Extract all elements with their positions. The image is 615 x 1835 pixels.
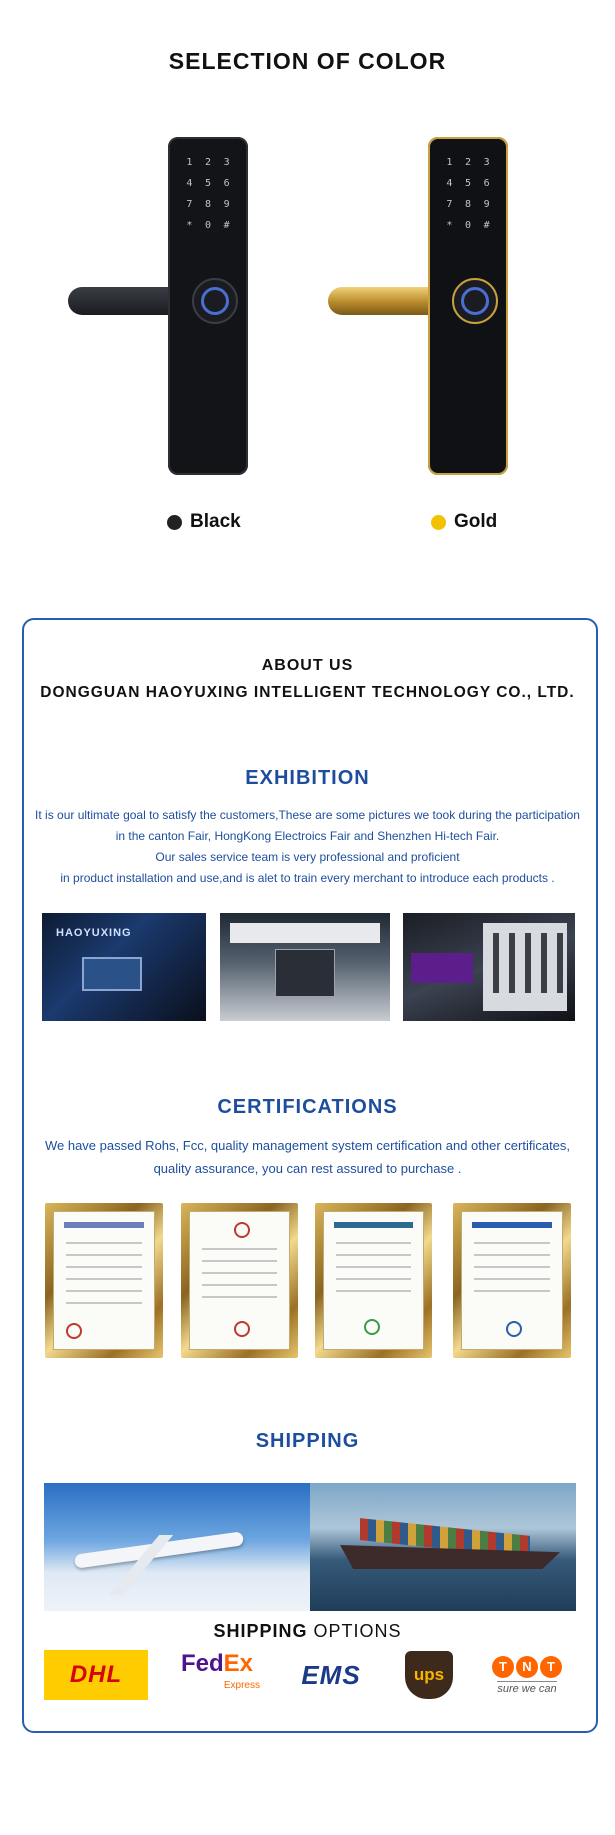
key-0: 0 [464,220,471,231]
seal-icon [66,1323,82,1339]
key-0: 0 [204,220,211,231]
key-hash: # [223,220,230,231]
fedex-logo [166,1650,268,1700]
tnt-letter: T [540,1656,562,1678]
certifications-line: quality assurance, you can rest assured to purchase . [153,1161,462,1176]
key-9: 9 [223,199,230,210]
tnt-logo [478,1650,576,1700]
certificate-frame-4 [453,1203,571,1358]
exhibition-photo-1 [42,913,206,1021]
key-3: 3 [483,157,490,168]
key-8: 8 [464,199,471,210]
key-star: * [446,220,453,231]
booth-banner [230,923,380,943]
airplane-wing [109,1535,173,1595]
key-2: 2 [464,157,471,168]
exhibition-photo-3 [403,913,575,1021]
certifications-text [0,1134,615,1180]
color-label: Black [190,511,241,532]
color-label: Gold [454,511,498,532]
key-star: * [186,220,193,231]
key-6: 6 [483,178,490,189]
gold-dot-icon [431,515,446,530]
color-option-gold [431,511,497,533]
exhibition-line: Our sales service team is very professional and proficient [155,850,460,864]
key-4: 4 [186,178,193,189]
fedex-express: Express [223,1680,260,1691]
seal-icon [234,1321,250,1337]
certificate-header [472,1222,552,1228]
shipping-options-heading [0,1621,615,1642]
certificate-frame-2 [181,1203,298,1358]
tnt-slogan: sure we can [497,1682,557,1695]
key-5: 5 [464,178,471,189]
keypad [440,157,496,231]
exhibition-title: EXHIBITION [245,767,370,789]
fingerprint-icon [461,287,489,315]
key-1: 1 [186,157,193,168]
seal-icon [506,1321,522,1337]
shipping-options-bold: SHIPPING [213,1621,308,1641]
sky-background [44,1483,310,1611]
key-4: 4 [446,178,453,189]
exhibition-line: It is our ultimate goal to satisfy the customers,These are some pictures we took during the participation [35,808,580,822]
certificate-paper [461,1211,563,1350]
key-1: 1 [446,157,453,168]
color-section-title: SELECTION OF COLOR [168,48,447,74]
ems-logo: EMS [301,1659,361,1690]
exhibition-line: in product installation and use,and is alet to train every merchant to introduce each products . [60,871,555,885]
certificate-frame-1 [45,1203,163,1358]
key-2: 2 [204,157,211,168]
tnt-letter: N [516,1656,538,1678]
key-7: 7 [186,199,193,210]
fedex-fed: Fed [180,1650,224,1677]
certificate-paper [53,1211,155,1350]
emblem-icon [234,1222,250,1238]
color-option-black [167,511,241,533]
key-hash: # [483,220,490,231]
booth-display [275,949,335,997]
key-6: 6 [223,178,230,189]
certificate-frame-3 [315,1203,432,1358]
certificate-header [334,1222,413,1228]
black-dot-icon [167,515,182,530]
certificate-paper [323,1211,424,1350]
certifications-line: We have passed Rohs, Fcc, quality management system certification and other certificates, [44,1138,571,1153]
shipping-title: SHIPPING [255,1430,360,1452]
booth-screen [82,957,142,991]
key-3: 3 [223,157,230,168]
seal-icon [364,1319,380,1335]
key-5: 5 [204,178,211,189]
sea-background [310,1483,576,1611]
gold-lock-image [310,137,615,477]
exhibition-line: in the canton Fair, HongKong Electroics Fair and Shenzhen Hi-tech Fair. [115,829,500,843]
certificate-header [64,1222,144,1228]
shipping-options-rest: OPTIONS [307,1621,402,1641]
dhl-logo: DHL [44,1650,148,1700]
certificate-paper [189,1211,290,1350]
booth-brand: HAOYUXING [56,927,132,939]
key-8: 8 [204,199,211,210]
tnt-letter: T [492,1656,514,1678]
fingerprint-icon [201,287,229,315]
shipping-image [44,1483,576,1611]
keypad [180,157,236,231]
company-name: DONGGUAN HAOYUXING INTELLIGENT TECHNOLOGY CO., LTD. [40,684,575,701]
exhibition-text [0,805,615,889]
certifications-title: CERTIFICATIONS [217,1096,398,1118]
about-title: ABOUT US [261,657,354,674]
lock-display-wall [483,923,567,1011]
exhibition-photo-2 [220,913,390,1021]
key-9: 9 [483,199,490,210]
booth-sign [411,953,473,983]
key-7: 7 [446,199,453,210]
fedex-ex: Ex [223,1650,254,1677]
ups-logo: ups [405,1651,453,1699]
